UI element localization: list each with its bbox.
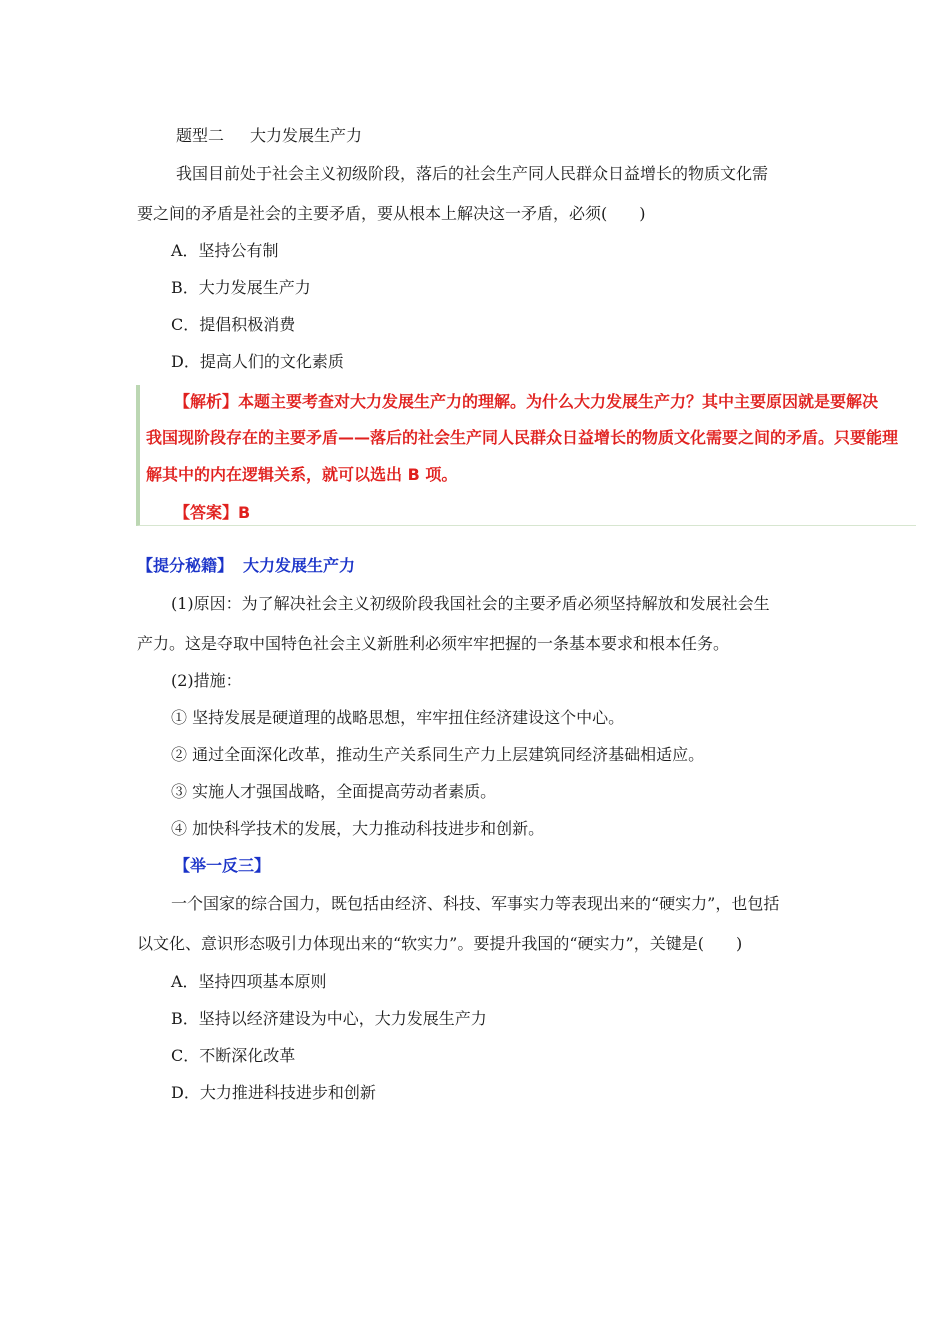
- question1-option-d: D．提高人们的文化素质: [171, 352, 344, 371]
- section-name: 大力发展生产力: [250, 126, 363, 145]
- practice-option-d: D．大力推进科技进步和创新: [171, 1083, 376, 1102]
- question1-stem-line2: 要之间的矛盾是社会的主要矛盾，要从根本上解决这一矛盾，必须( ): [137, 204, 646, 223]
- practice-stem-line1: 一个国家的综合国力，既包括由经济、科技、军事实力等表现出来的“硬实力”，也包括: [171, 894, 780, 913]
- section-label: 题型二: [176, 126, 225, 145]
- analysis-answer: 【答案】B: [174, 503, 251, 522]
- tips-label: 【提分秘籍】: [137, 556, 234, 575]
- question1-option-a: A．坚持公有制: [171, 241, 279, 260]
- question1-option-b: B．大力发展生产力: [171, 278, 311, 297]
- question1-option-c: C．提倡积极消费: [171, 315, 296, 334]
- analysis-line2: 我国现阶段存在的主要矛盾——落后的社会生产同人民群众日益增长的物质文化需要之间的矛盾。只要能理: [146, 428, 899, 447]
- tips-topic: 大力发展生产力: [243, 556, 356, 575]
- practice-option-b: B．坚持以经济建设为中心，大力发展生产力: [171, 1009, 487, 1028]
- analysis-line1: 【解析】本题主要考查对大力发展生产力的理解。为什么大力发展生产力？其中主要原因就是要解决: [174, 392, 879, 411]
- tips-reason-line1: (1)原因：为了解决社会主义初级阶段我国社会的主要矛盾必须坚持解放和发展社会生: [171, 594, 770, 613]
- tips-measure-2: ② 通过全面深化改革，推动生产关系同生产力上层建筑同经济基础相适应。: [171, 745, 705, 764]
- practice-option-a: A．坚持四项基本原则: [171, 972, 327, 991]
- tips-reason-line2: 产力。这是夺取中国特色社会主义新胜利必须牢牢把握的一条基本要求和根本任务。: [137, 634, 730, 653]
- section-title: [176, 125, 362, 147]
- analysis-line3: 解其中的内在逻辑关系，就可以选出 B 项。: [146, 465, 458, 484]
- tips-heading: [137, 555, 355, 577]
- practice-stem-line2: 以文化、意识形态吸引力体现出来的“软实力”。要提升我国的“硬实力”，关键是( ): [137, 934, 743, 953]
- tips-measure-4: ④ 加快科学技术的发展，大力推动科技进步和创新。: [171, 819, 545, 838]
- tips-measures-label: (2)措施：: [171, 671, 242, 690]
- tips-measure-3: ③ 实施人才强国战略，全面提高劳动者素质。: [171, 782, 497, 801]
- practice-option-c: C．不断深化改革: [171, 1046, 296, 1065]
- practice-label: 【举一反三】: [174, 856, 271, 875]
- question1-stem-line1: 我国目前处于社会主义初级阶段，落后的社会生产同人民群众日益增长的物质文化需: [176, 164, 769, 183]
- tips-measure-1: ① 坚持发展是硬道理的战略思想，牢牢扭住经济建设这个中心。: [171, 708, 625, 727]
